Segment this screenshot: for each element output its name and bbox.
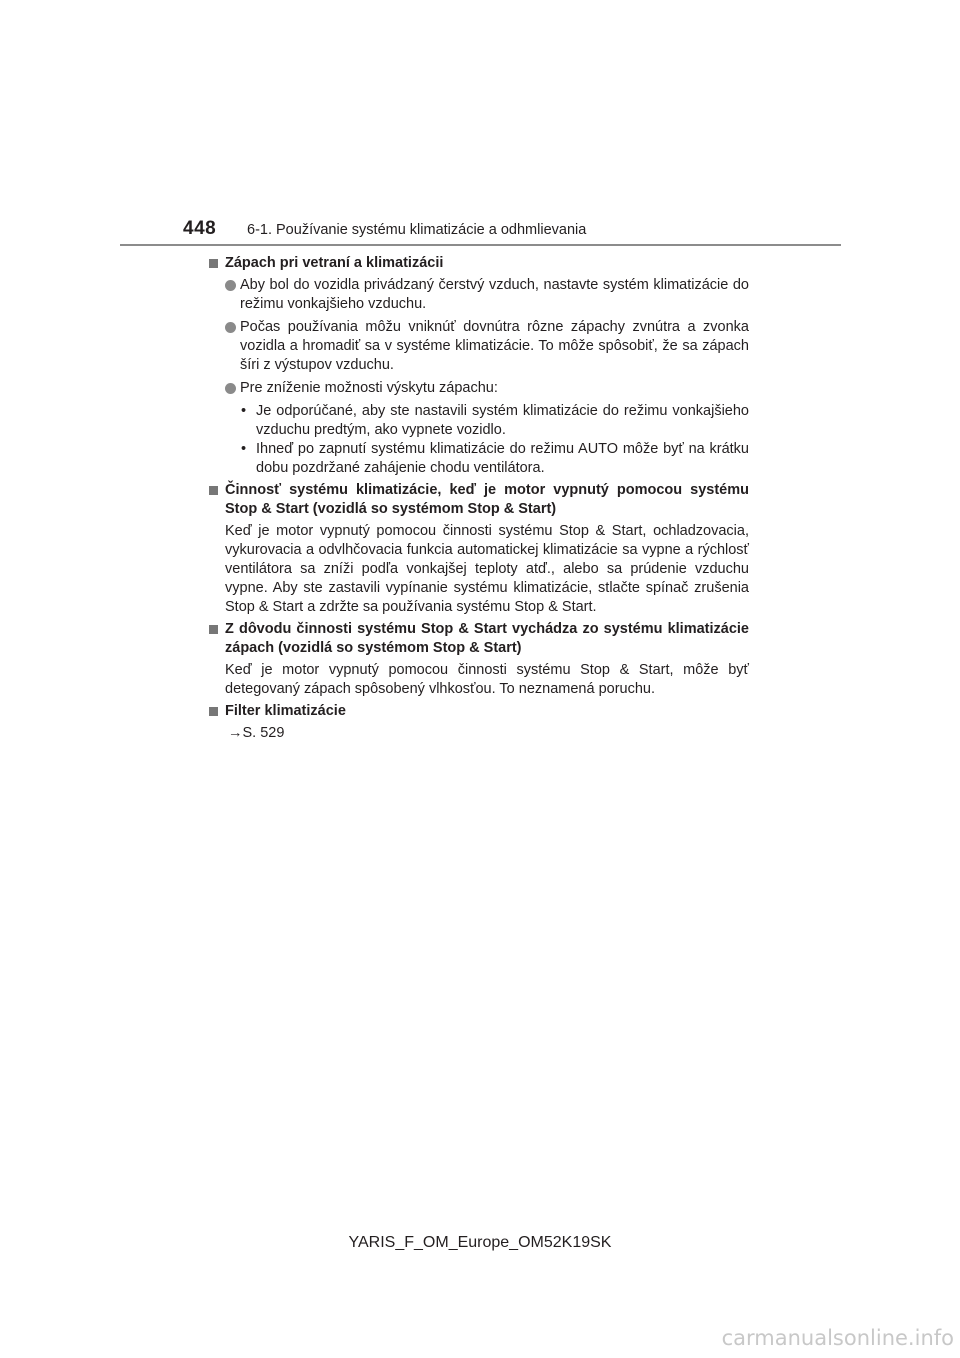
bullet-circle-icon [225, 280, 236, 291]
bullet-circle-icon [225, 383, 236, 394]
bullet-text: Pre zníženie možnosti výskytu zápachu: [240, 380, 498, 396]
section-heading: Filter klimatizácie [225, 703, 346, 719]
section-heading: Zápach pri vetraní a klimatizácii [225, 255, 444, 271]
sub-item-text: Ihneď po zapnutí systému klimatizácie do režimu AUTO môže byť na krátku dobu pozdržané zahájenie chodu ventilátora. [256, 441, 749, 476]
sub-item-text: Je odporúčané, aby ste nastavili systém klimatizácie do režimu vonkajšieho vzduchu predtým, ako vypnete vozidlo. [256, 403, 749, 438]
section-stop-start-odor [209, 620, 749, 699]
section-filter [209, 702, 749, 743]
section-marker-icon [209, 259, 218, 268]
section-heading: Z dôvodu činnosti systému Stop & Start vychádza zo systému klimatizácie zápach (vozidlá so systémom Stop & Start) [225, 621, 749, 656]
watermark: carmanualsonline.info [721, 1326, 954, 1350]
section-marker-icon [209, 707, 218, 716]
sub-list-item [241, 440, 749, 478]
page-reference-link[interactable]: →S. 529 [228, 725, 285, 741]
section-stop-start-operation [209, 481, 749, 617]
bullet-text: Aby bol do vozidla privádzaný čerstvý vzduch, nastavte systém klimatizácie do režimu vonkajšieho vzduchu. [240, 277, 749, 312]
footer-document-code: YARIS_F_OM_Europe_OM52K19SK [348, 1234, 612, 1251]
sub-bullet-dot-icon: • [241, 403, 247, 419]
header-rule [120, 244, 841, 246]
section-paragraph: Keď je motor vypnutý pomocou činnosti systému Stop & Start, ochladzovacia, vykurovacia a odvlhčovacia funkcia automatickej klimatizácie sa vypne a rýchlosť ventilátora sa zníži podľa vonkajšej teploty atď., alebo sa prúdenie vzduchu vypne. Aby ste zastavili vypínanie systému klimatizácie, stlačte spínač zrušenia Stop & Start a zdržte sa používania systému Stop & Start. [225, 523, 749, 615]
section-marker-icon [209, 486, 218, 495]
list-item [225, 379, 749, 398]
list-item [225, 276, 749, 314]
bullet-text: Počas používania môžu vniknúť dovnútra rôzne zápachy zvnútra a zvonka vozidla a hromadiť sa v systéme klimatizácie. To môže spôsobiť, že sa zápach šíri z výstupov vzduchu. [240, 319, 749, 373]
section-title: 6-1. Používanie systému klimatizácie a odhmlievania [247, 222, 587, 238]
section-marker-icon [209, 625, 218, 634]
section-paragraph: Keď je motor vypnutý pomocou činnosti systému Stop & Start, môže byť detegovaný zápach spôsobený vlhkosťou. To neznamená poruchu. [225, 662, 749, 697]
section-odor [209, 254, 749, 478]
sub-bullet-dot-icon: • [241, 441, 247, 457]
sub-list-item [241, 402, 749, 440]
section-heading: Činnosť systému klimatizácie, keď je motor vypnutý pomocou systému Stop & Start (vozidlá so systémom Stop & Start) [225, 482, 749, 517]
page-number: 448 [183, 218, 217, 239]
bullet-circle-icon [225, 322, 236, 333]
list-item [225, 318, 749, 375]
content [209, 254, 749, 746]
